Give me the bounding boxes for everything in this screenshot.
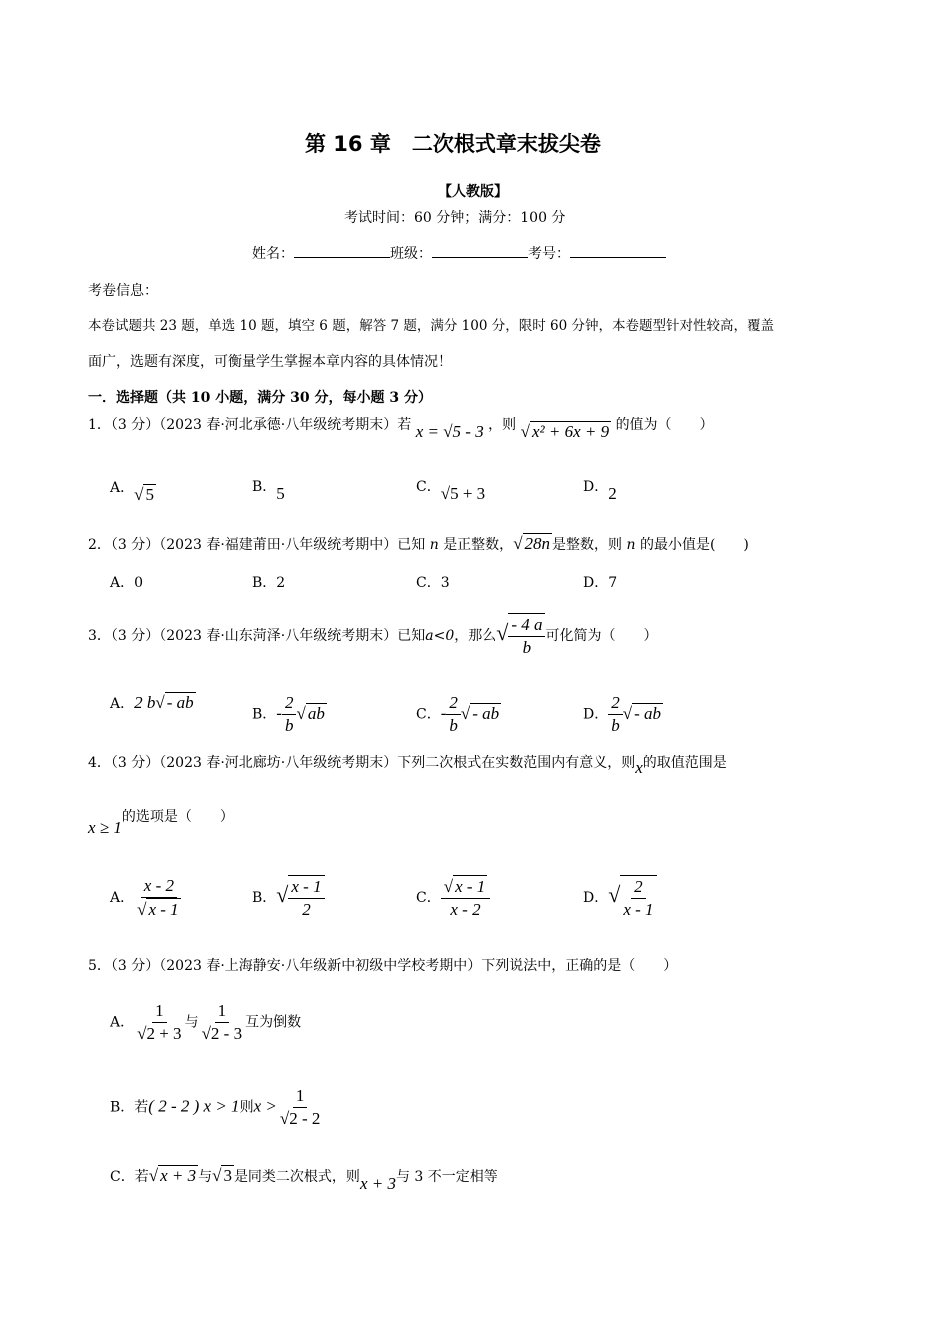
q3-fraction [508, 613, 545, 659]
q4-b-numerator: x - 1 [288, 876, 324, 899]
q3-b-numerator: 2 [282, 692, 297, 715]
q2-d-label: D． [583, 575, 609, 591]
q4-option-b: B．√ $\frac{x - 1}{2}$ [252, 875, 325, 921]
q3-b-radicand: ab [307, 703, 325, 723]
q2-c-label: C． [416, 575, 441, 591]
q2-d-value: 7 [608, 575, 618, 591]
q4-line1-end: 的取值范围是 [642, 755, 727, 771]
q5-b-if: 若 [134, 1099, 149, 1116]
q3-prefix: 3．（3 分）（2023 春·山东菏泽·八年级统考期末）已知 [88, 628, 426, 644]
q5-a-with: 与 [184, 1014, 199, 1031]
q3-b-label: B． [252, 706, 277, 723]
q2-expression: 28n [524, 534, 551, 553]
q2-option-b [252, 572, 285, 592]
q2-a-value: 0 [134, 575, 144, 591]
q5-c-radicand-1: x + 3 [160, 1166, 197, 1185]
q5-c-radicand-2: 3 [223, 1166, 232, 1185]
q5-c-expression: x + 3 [359, 1174, 396, 1193]
q1-condition: x = √5 - 3 [415, 422, 484, 441]
q4-var-x: x [635, 758, 643, 777]
q1-a-radicand: 5 [145, 485, 154, 504]
edition-label: 【人教版】 [438, 184, 508, 200]
q5-a-label: A． [110, 1014, 135, 1031]
q4-c-numerator: x - 1 [455, 877, 486, 896]
q3-d-label: D． [583, 706, 609, 723]
q2-var-n-2: n [626, 537, 636, 553]
question-4-line-2 [88, 806, 234, 837]
q4-d-numerator: 2 [631, 876, 646, 899]
section-heading: 一．选择题（共 10 小题，满分 30 分，每小题 3 分） [88, 390, 432, 406]
q1-b-value: 5 [276, 484, 285, 503]
exam-info: 考试时间：60 分钟；满分：100 分 [344, 210, 566, 226]
q4-d-denominator: x - 1 [623, 900, 654, 919]
q4-a-denominator: x - 1 [148, 900, 179, 919]
q2-option-d [583, 572, 617, 592]
q5-a-numerator-2: 1 [215, 1000, 230, 1023]
student-info-line [252, 243, 666, 263]
q3-d-numerator: 2 [608, 692, 623, 715]
q5-a-denominator-2: 2 - 3 [210, 1024, 243, 1043]
q2-b-value: 2 [276, 575, 286, 591]
q3-option-a: A．2 b√ - ab [110, 693, 194, 712]
q3-a-coef: 2 b [134, 693, 156, 712]
q1-c-expr: 5 + 3 [450, 484, 486, 503]
q2-var-n: n [429, 537, 439, 553]
q3-d-radicand: - ab [634, 703, 661, 723]
q5-c-mid: 是同类二次根式，则 [233, 1169, 360, 1185]
q1-suffix: 的值为（ ） [615, 417, 714, 433]
q3-denominator: b [522, 638, 532, 657]
q3-option-c: C．- $\frac{2}{b}$ √ - ab [416, 693, 500, 735]
id-blank [570, 245, 666, 258]
q5-c-label: C． [110, 1169, 135, 1185]
q1-a-value: √ 5 [134, 485, 154, 504]
q2-suffix: 的最小值是( ) [639, 537, 749, 553]
q4-option-a: A． $\frac{x - 2}{√ x - 1}$ [110, 876, 179, 919]
q3-option-d: D． $\frac{2}{b}$ √ - ab [583, 693, 661, 735]
q1-d-label: D． [583, 479, 609, 495]
q5-c-with: 与 [198, 1169, 213, 1185]
question-1 [88, 413, 714, 441]
q1-mid: ，则 [488, 417, 517, 433]
q2-c-value: 3 [440, 575, 450, 591]
q4-option-d: D．√ $\frac{2}{x - 1}$ [583, 875, 657, 921]
name-label: 姓名： [252, 246, 294, 262]
q1-b-label: B． [252, 479, 277, 495]
q5-b-then: 则 [239, 1099, 254, 1116]
q5-b-numerator: 1 [293, 1085, 308, 1108]
q4-b-denominator: 2 [302, 900, 311, 919]
q4-condition: x ≥ 1 [88, 818, 122, 837]
page-title: 第 16 章 二次根式章末拔尖卷 [305, 132, 601, 156]
q5-option-a: A． $\frac{1}{√2 + 3}$ 与 $\frac{1}{√2 - 3}$ 互为倒数 [110, 1001, 302, 1043]
q5-b-denominator: 2 - 2 [289, 1109, 321, 1128]
q1-expression: x² + 6x + 9 [531, 422, 610, 441]
q5-c-if: 若 [134, 1169, 149, 1185]
q1-option-a [110, 476, 156, 504]
q5-c-end: 与 3 不一定相等 [395, 1169, 498, 1185]
q4-option-c: C． $\frac{√ x - 1}{x - 2}$ [416, 875, 490, 921]
q4-a-numerator: x - 2 [141, 875, 177, 898]
q1-option-b [252, 476, 285, 503]
q1-prefix: 1．（3 分）（2023 春·河北承德·八年级统考期末）若 [88, 417, 412, 433]
q3-c-radicand: - ab [472, 703, 500, 723]
q2-mid1: 是正整数， [443, 537, 514, 553]
q5-a-end: 互为倒数 [245, 1014, 302, 1031]
class-label: 班级： [390, 246, 432, 262]
q3-c-label: C． [416, 706, 441, 723]
q3-d-denominator: b [611, 716, 620, 735]
q5-option-c: C．若√ x + 3 与√ 3 是同类二次根式，则x + 3与 3 不一定相等 [110, 1166, 498, 1193]
q2-option-a [110, 572, 143, 592]
question-4-line-1 [88, 752, 727, 777]
q3-a-radicand: - ab [166, 693, 194, 712]
q3-option-b: B．- $\frac{2}{b}$ √ ab [252, 693, 325, 735]
q2-option-c [416, 572, 450, 592]
q2-prefix: 2．（3 分）（2023 春·福建莆田·八年级统考期中）已知 [88, 537, 426, 553]
q2-a-label: A． [110, 575, 135, 591]
q4-c-label: C． [416, 890, 441, 906]
q5-b-condition: ( 2 - 2 ) x > 1 [148, 1096, 240, 1116]
q3-condition: a<0 [425, 628, 455, 644]
q5-a-denominator-1: 2 + 3 [146, 1024, 182, 1043]
class-blank [432, 245, 528, 258]
q5-option-b: B．若( 2 - 2 ) x > 1则x > $\frac{1}{√2 - 2}$ [110, 1086, 321, 1128]
q1-radical-sign: √ [520, 422, 530, 441]
q5-b-x: x > [253, 1096, 277, 1116]
q4-c-denominator: x - 2 [450, 900, 481, 919]
q1-d-value: 2 [608, 484, 617, 503]
q4-b-label: B． [252, 890, 277, 906]
info-line-1: 本卷试题共 23 题，单选 10 题，填空 6 题，解答 7 题，满分 100 分，限时 60 分钟，本卷题型针对性较高，覆盖 [88, 318, 774, 334]
q3-c-denominator: b [449, 716, 458, 735]
q3-b-denominator: b [284, 716, 294, 735]
info-heading: 考卷信息： [88, 283, 158, 299]
q4-line1: 4．（3 分）（2023 春·河北廊坊·八年级统考期末）下列二次根式在实数范围内有意义，则 [88, 755, 636, 771]
id-label: 考号： [528, 246, 570, 262]
q2-b-label: B． [252, 575, 277, 591]
q5-a-numerator-1: 1 [152, 1000, 167, 1023]
question-3: 3．（3 分）（2023 春·山东菏泽·八年级统考期末）已知a<0，那么√ $\frac{- 4 a}{b}$ 可化简为（ ） [88, 615, 658, 657]
q5-b-label: B． [110, 1099, 135, 1116]
q3-b-sign: - [276, 703, 282, 723]
q1-option-d [583, 476, 617, 503]
q4-suffix: 的选项是（ ） [121, 809, 234, 825]
info-line-2: 面广，选题有深度，可衡量学生掌握本章内容的具体情况！ [88, 354, 452, 370]
q1-option-c [416, 476, 486, 503]
q4-a-label: A． [110, 890, 135, 906]
q3-numerator: - 4 a [508, 614, 545, 637]
q3-c-sign: - [440, 703, 447, 723]
q3-c-numerator: 2 [446, 692, 461, 715]
q1-c-value: √5 + 3 [440, 484, 486, 503]
q1-a-label: A． [110, 480, 135, 496]
question-2: 2．（3 分）（2023 春·福建莆田·八年级统考期中）已知 n 是正整数，√ 28n 是整数，则 n 的最小值是( ) [88, 534, 749, 553]
q3-suffix: 可化简为（ ） [545, 628, 658, 644]
q3-a-label: A． [110, 696, 135, 712]
q3-mid: ，那么 [454, 628, 497, 644]
q2-mid2: 是整数，则 [552, 537, 623, 553]
name-blank [294, 245, 390, 258]
question-5: 5．（3 分）（2023 春·上海静安·八年级新中初级中学校考期中）下列说法中，正确的是（ ） [88, 958, 678, 974]
q1-c-label: C． [416, 479, 441, 495]
q4-d-label: D． [583, 890, 609, 906]
